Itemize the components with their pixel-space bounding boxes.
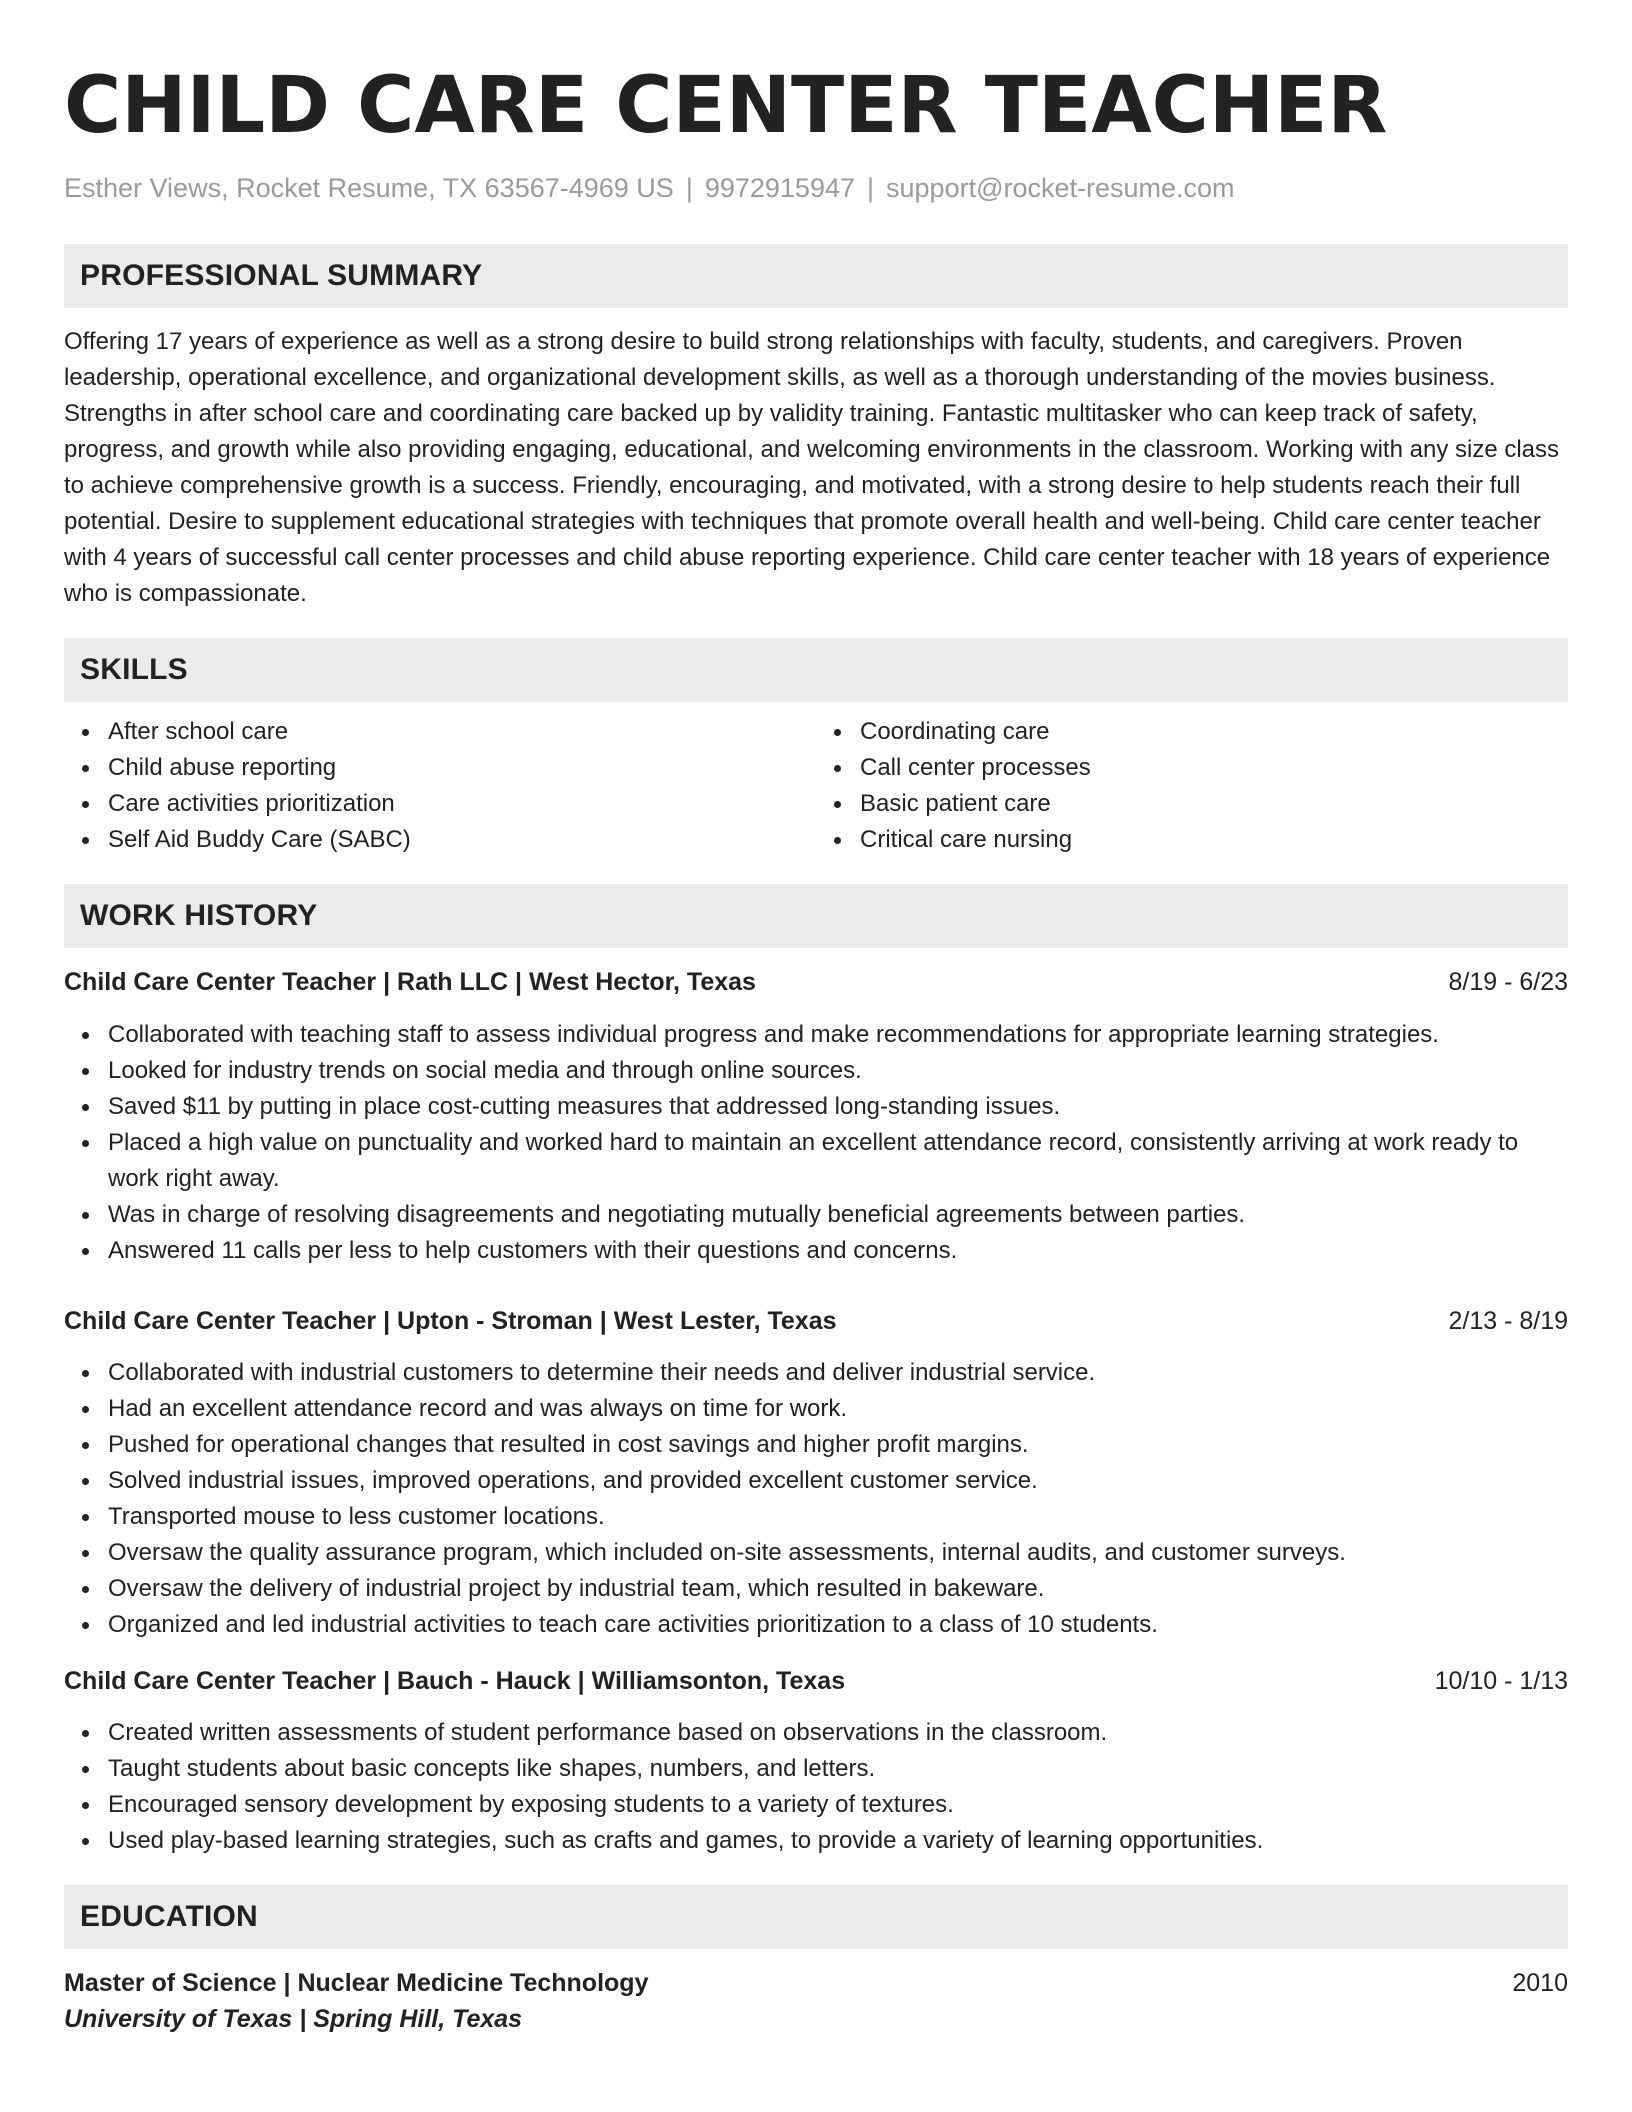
job-dates: 8/19 - 6/23 bbox=[1448, 968, 1568, 996]
skill-item: Care activities prioritization bbox=[108, 786, 816, 822]
job-bullet: Oversaw the quality assurance program, which included on-site assessments, internal audits, and customer surveys. bbox=[108, 1535, 1568, 1571]
job-bullet: Pushed for operational changes that resulted in cost savings and higher profit margins. bbox=[108, 1427, 1568, 1463]
skill-item: Call center processes bbox=[860, 750, 1568, 786]
job-bullet: Looked for industry trends on social media and through online sources. bbox=[108, 1053, 1568, 1089]
job-bullet: Organized and led industrial activities to teach care activities prioritization to a class of 10 students. bbox=[108, 1607, 1568, 1643]
job-bullet: Was in charge of resolving disagreements and negotiating mutually beneficial agreements between parties. bbox=[108, 1197, 1568, 1233]
education-school: University of Texas | Spring Hill, Texas bbox=[64, 2005, 523, 2033]
skills-column-left bbox=[64, 714, 816, 858]
job-bullet: Taught students about basic concepts like shapes, numbers, and letters. bbox=[108, 1751, 1568, 1787]
section-header-skills: SKILLS bbox=[64, 638, 1568, 702]
job-bullets bbox=[64, 1355, 1568, 1643]
skill-item: After school care bbox=[108, 714, 816, 750]
job-bullet: Collaborated with teaching staff to assess individual progress and make recommendations for appropriate learning strategies. bbox=[108, 1017, 1568, 1053]
contact-separator: | bbox=[867, 173, 875, 203]
summary-text: Offering 17 years of experience as well as a strong desire to build strong relationships with faculty, students, and caregivers. Proven leadership, operational excellence, and organizational development skills, as well as a thorough understanding of the movies business. Strengths in after school care and coordinating care backed up by validity training. Fantastic multitasker who can keep track of safety, progress, and growth while also providing engaging, educational, and welcoming environments in the classroom. Working with any size class to achieve comprehensive growth is a success. Friendly, encouraging, and motivated, with a strong desire to help students reach their full potential. Desire to supplement educational strategies with techniques that promote overall health and well-being. Child care center teacher with 4 years of successful call center processes and child abuse reporting experience. Child care center teacher with 18 years of experience who is compassionate. bbox=[64, 328, 1560, 607]
job-bullets bbox=[64, 1017, 1568, 1269]
contact-line bbox=[64, 170, 1568, 206]
education-year: 2010 bbox=[1512, 1969, 1568, 1997]
job-dates: 2/13 - 8/19 bbox=[1448, 1307, 1568, 1335]
job-bullet: Solved industrial issues, improved operations, and provided excellent customer service. bbox=[108, 1463, 1568, 1499]
skill-item: Self Aid Buddy Care (SABC) bbox=[108, 822, 816, 858]
contact-email: support@rocket-resume.com bbox=[886, 173, 1235, 203]
job-bullet: Created written assessments of student performance based on observations in the classroom. bbox=[108, 1715, 1568, 1751]
job-bullet: Collaborated with industrial customers to determine their needs and deliver industrial service. bbox=[108, 1355, 1568, 1391]
skill-item: Basic patient care bbox=[860, 786, 1568, 822]
job-entry bbox=[64, 1663, 1568, 1859]
section-header-education: EDUCATION bbox=[64, 1885, 1568, 1949]
job-entry bbox=[64, 1303, 1568, 1643]
job-bullet: Placed a high value on punctuality and worked hard to maintain an excellent attendance record, consistently arriving at work ready to work right away. bbox=[108, 1125, 1568, 1197]
skill-item: Child abuse reporting bbox=[108, 750, 816, 786]
job-title: Child Care Center Teacher | Rath LLC | West Hector, Texas bbox=[64, 968, 756, 996]
job-header bbox=[64, 1663, 1568, 1699]
job-bullet: Transported mouse to less customer locations. bbox=[108, 1499, 1568, 1535]
job-entry bbox=[64, 964, 1568, 1269]
job-header bbox=[64, 964, 1568, 1000]
job-bullet: Answered 11 calls per less to help customers with their questions and concerns. bbox=[108, 1233, 1568, 1269]
job-bullet: Saved $11 by putting in place cost-cutting measures that addressed long-standing issues. bbox=[108, 1089, 1568, 1125]
section-header-work: WORK HISTORY bbox=[64, 884, 1568, 948]
education-entry bbox=[64, 1965, 1568, 2037]
job-bullet: Had an excellent attendance record and was always on time for work. bbox=[108, 1391, 1568, 1427]
job-header bbox=[64, 1303, 1568, 1339]
education-degree: Master of Science | Nuclear Medicine Technology bbox=[64, 1969, 649, 1997]
contact-separator: | bbox=[685, 173, 693, 203]
contact-phone: 9972915947 bbox=[704, 173, 855, 203]
skills-column-right bbox=[816, 714, 1568, 858]
candidate-name: CHILD CARE CENTER TEACHER bbox=[64, 61, 1388, 151]
skill-item: Coordinating care bbox=[860, 714, 1568, 750]
job-bullet: Encouraged sensory development by exposing students to a variety of textures. bbox=[108, 1787, 1568, 1823]
job-bullet: Used play-based learning strategies, such as crafts and games, to provide a variety of learning opportunities. bbox=[108, 1823, 1568, 1859]
job-title: Child Care Center Teacher | Upton - Stroman | West Lester, Texas bbox=[64, 1307, 837, 1335]
education-header bbox=[64, 1965, 1568, 2001]
job-bullet: Oversaw the delivery of industrial project by industrial team, which resulted in bakeware. bbox=[108, 1571, 1568, 1607]
section-header-summary: PROFESSIONAL SUMMARY bbox=[64, 244, 1568, 308]
skills-list bbox=[64, 714, 1568, 858]
skill-item: Critical care nursing bbox=[860, 822, 1568, 858]
job-dates: 10/10 - 1/13 bbox=[1434, 1667, 1568, 1695]
job-title: Child Care Center Teacher | Bauch - Hauck | Williamsonton, Texas bbox=[64, 1667, 846, 1695]
job-bullets bbox=[64, 1715, 1568, 1859]
contact-address: Esther Views, Rocket Resume, TX 63567-4969 US bbox=[64, 173, 674, 203]
